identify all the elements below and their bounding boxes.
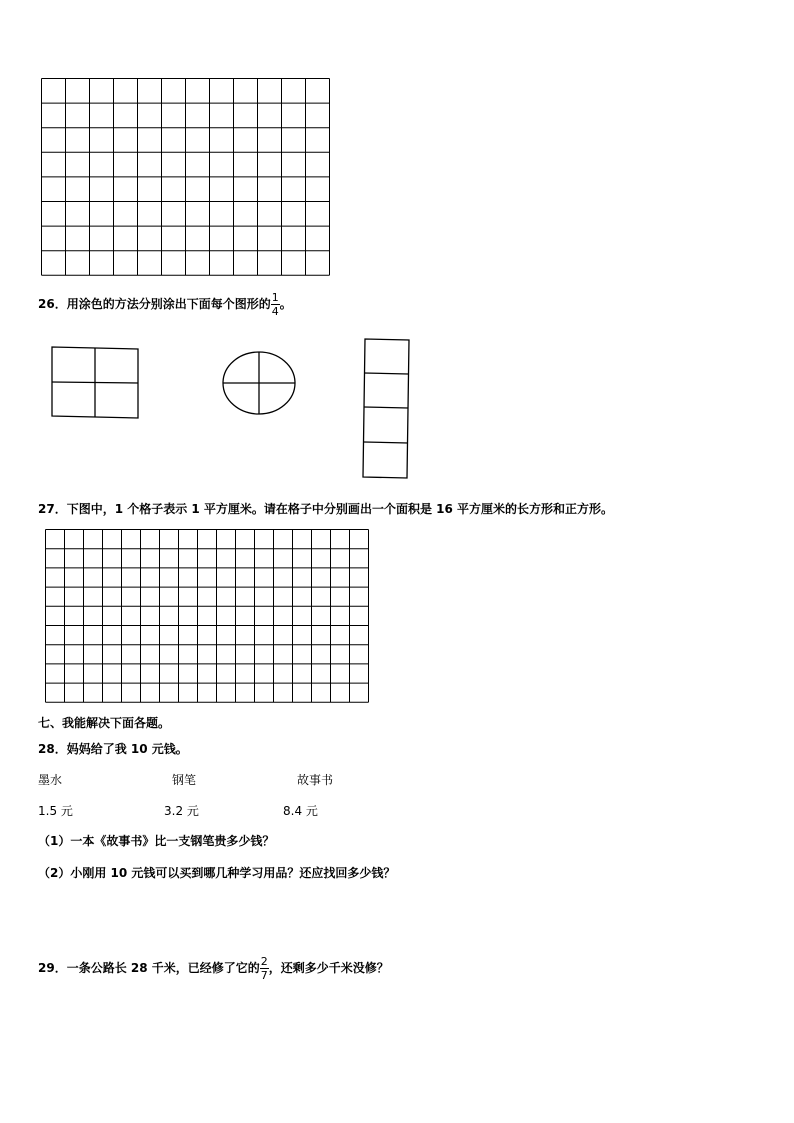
question-number: 27． — [38, 502, 67, 516]
question-text: 用涂色的方法分别涂出下面每个图形的 — [66, 297, 271, 311]
sub-question-2: （2）小刚用 10 元钱可以买到哪几种学习用品？还应找回多少钱？ — [38, 866, 396, 880]
item-price-pen: 3.2 元 — [164, 804, 199, 818]
sub-question-1: （1）一本《故事书》比一支钢笔贵多少钱？ — [38, 834, 275, 848]
item-price-ink: 1.5 元 — [38, 804, 73, 818]
question-text: 妈妈给了我 10 元钱。 — [66, 742, 188, 756]
question-text: 一条公路长 28 千米，已经修了它的 — [66, 961, 260, 975]
fraction-numerator: 1 — [271, 291, 279, 304]
question-number: 28． — [38, 742, 67, 756]
question-tail: 。 — [279, 297, 292, 311]
section-heading: 七、我能解决下面各题。 — [38, 716, 171, 730]
fraction-denominator: 7 — [260, 969, 268, 982]
fraction-denominator: 4 — [271, 305, 279, 318]
item-price-storybook: 8.4 元 — [283, 804, 318, 818]
question-number: 29． — [38, 961, 67, 975]
fraction-two-sevenths — [260, 956, 269, 981]
item-name-ink: 墨水 — [38, 773, 63, 787]
item-name-storybook: 故事书 — [297, 773, 334, 787]
question-28 — [38, 740, 188, 757]
question-number: 26． — [38, 297, 67, 311]
question-text: 下图中，1 个格子表示 1 平方厘米。请在格子中分别画出一个面积是 16 平方厘米的长方形和正方形。 — [66, 502, 613, 516]
item-name-pen: 钢笔 — [172, 773, 197, 787]
question-text-tail: ，还剩多少千米没修？ — [268, 961, 389, 975]
question-29 — [38, 956, 389, 981]
fraction-numerator: 2 — [260, 955, 268, 968]
